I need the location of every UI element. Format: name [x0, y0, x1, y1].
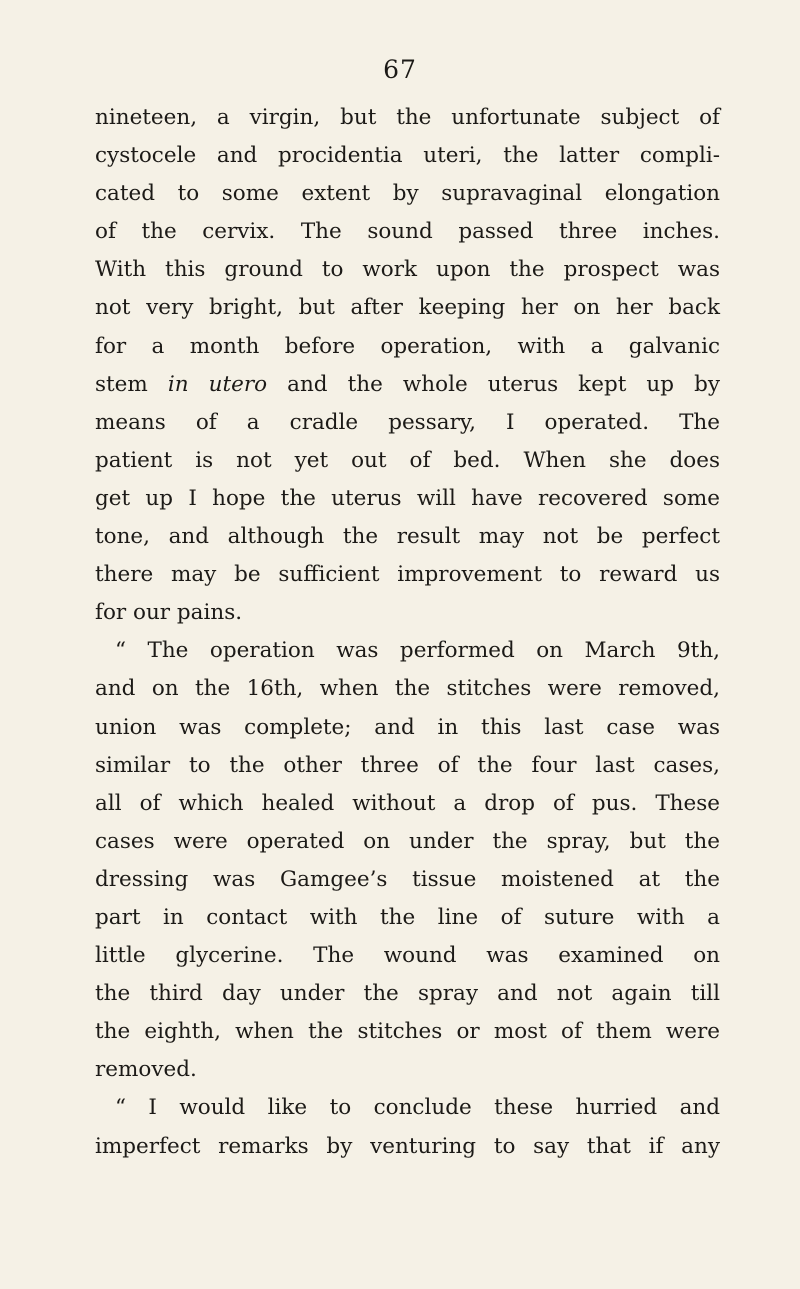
- text-line: cases were operated on under the spray, but the: [95, 828, 720, 854]
- text-line: [95, 366, 720, 404]
- text-line: the third day under the spray and not again till: [95, 981, 720, 1007]
- text-line: imperfect remarks by venturing to say that if any: [95, 1133, 720, 1159]
- text-line: of the cervix. The sound passed three inches.: [95, 219, 720, 245]
- text-line: means of a cradle pessary, I operated. The: [95, 409, 720, 435]
- text-line: “ The operation was performed on March 9th,: [115, 638, 720, 664]
- body-text: [95, 99, 720, 1166]
- text-line: “ I would like to conclude these hurried and: [115, 1095, 720, 1121]
- text-line: With this ground to work upon the prospect was: [95, 257, 720, 283]
- text-line: part in contact with the line of suture with a: [95, 904, 720, 930]
- text-line: cystocele and procidentia uteri, the latter compli-: [95, 143, 720, 169]
- page-number: 67: [383, 55, 417, 84]
- text-line: for our pains.: [95, 600, 243, 626]
- text-line: not very bright, but after keeping her on her back: [95, 295, 720, 321]
- text-line: patient is not yet out of bed. When she does: [95, 447, 720, 473]
- italic-phrase: in utero: [167, 371, 268, 397]
- text-line: nineteen, a virgin, but the unfortunate subject of: [95, 105, 720, 130]
- text-line: cated to some extent by supravaginal elongation: [95, 181, 720, 207]
- text-line: tone, and although the result may not be perfect: [95, 524, 720, 550]
- text-segment: stem: [95, 371, 168, 397]
- text-line: get up I hope the uterus will have recovered some: [95, 485, 720, 511]
- text-line: all of which healed without a drop of pus. These: [95, 790, 720, 816]
- text-line: union was complete; and in this last case was: [95, 714, 720, 740]
- text-line: little glycerine. The wound was examined on: [95, 943, 720, 969]
- text-line: similar to the other three of the four last cases,: [95, 752, 720, 778]
- text-line: removed.: [95, 1057, 197, 1083]
- text-segment: and the whole uterus kept up by: [267, 371, 720, 397]
- text-line: dressing was Gamgee’s tissue moistened at the: [95, 866, 720, 892]
- text-line: there may be sufficient improvement to reward us: [95, 562, 720, 588]
- text-line: for a month before operation, with a galvanic: [95, 333, 720, 359]
- text-line: and on the 16th, when the stitches were removed,: [95, 676, 720, 702]
- text-line: the eighth, when the stitches or most of them were: [95, 1019, 720, 1045]
